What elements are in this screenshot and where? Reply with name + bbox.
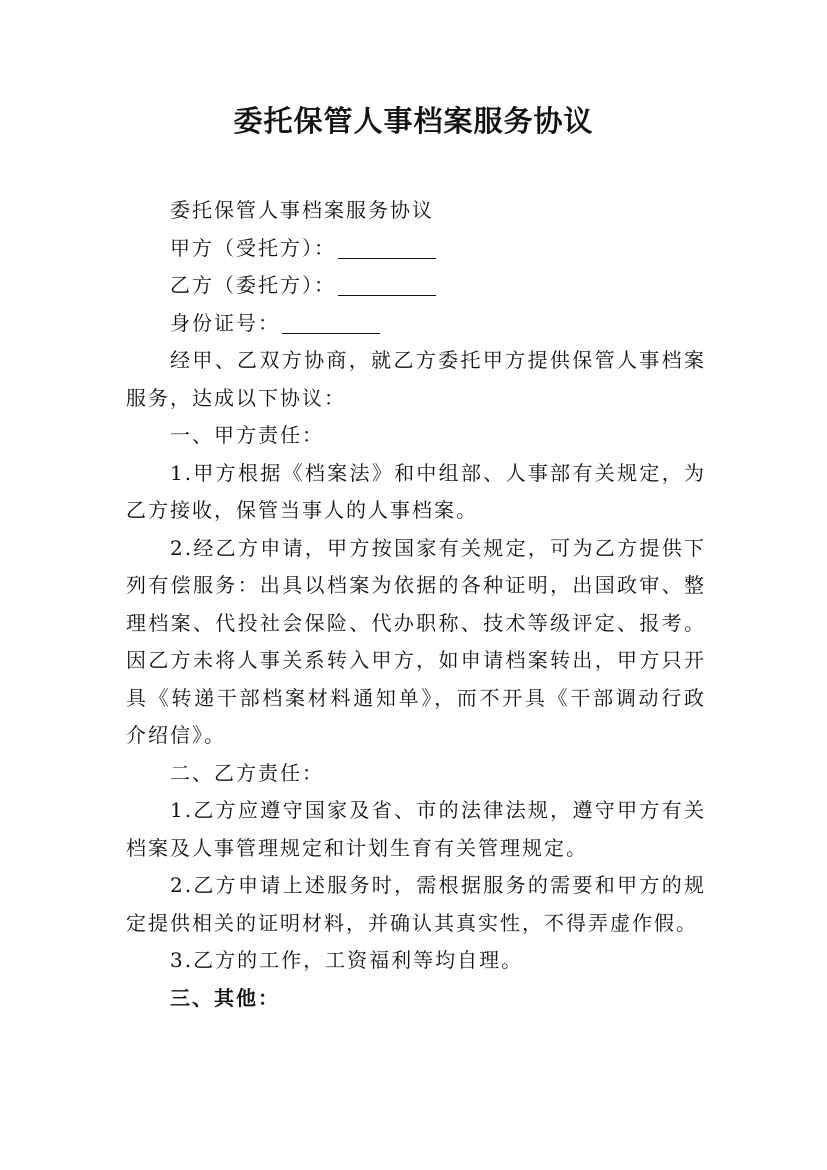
section1-heading: 一、甲方责任： — [170, 423, 324, 447]
party-b-label: 乙方（委托方）： — [170, 273, 336, 297]
id-number-blank-field — [282, 313, 380, 334]
party-b-blank-field — [338, 275, 436, 296]
id-number-line — [126, 305, 706, 343]
section2-heading: 二、乙方责任： — [170, 760, 324, 785]
intro-paragraph: 经甲、乙双方协商，就乙方委托甲方提供保管人事档案服务，达成以下协议： — [126, 348, 706, 410]
section2-item2: 2.乙方申请上述服务时，需根据服务的需要和甲方的规定提供相关的证明材料，并确认其真实性，不得弄虚作假。 — [126, 873, 706, 935]
document-subtitle: 委托保管人事档案服务协议 — [170, 198, 434, 222]
party-a-blank-field — [338, 238, 436, 259]
document-title: 委托保管人事档案服务协议 — [233, 104, 594, 138]
section1-item1: 1.甲方根据《档案法》和中组部、人事部有关规定，为乙方接收，保管当事人的人事档案。 — [126, 460, 706, 522]
id-number-label: 身份证号： — [170, 310, 280, 335]
section2-item3: 3.乙方的工作，工资福利等均自理。 — [170, 948, 524, 972]
section3-heading: 三、其他： — [170, 985, 280, 1010]
document-body — [126, 192, 706, 1017]
party-a-label: 甲方（受托方）： — [170, 235, 336, 260]
section2-item1: 1.乙方应遵守国家及省、市的法律法规，遵守甲方有关档案及人事管理规定和计划生育有关管理规定。 — [126, 798, 706, 860]
party-b-line — [126, 267, 706, 305]
section1-item2: 2.经乙方申请，甲方按国家有关规定，可为乙方提供下列有偿服务：出具以档案为依据的各种证明，出国政审、整理档案、代投社会保险、代办职称、技术等级评定、报考。因乙方未将人事关系转入甲方，如申请档案转出，甲方只开具《转递干部档案材料通知单》，而不开具《干部调动行政介绍信》。 — [126, 535, 706, 747]
party-a-line — [126, 230, 706, 268]
